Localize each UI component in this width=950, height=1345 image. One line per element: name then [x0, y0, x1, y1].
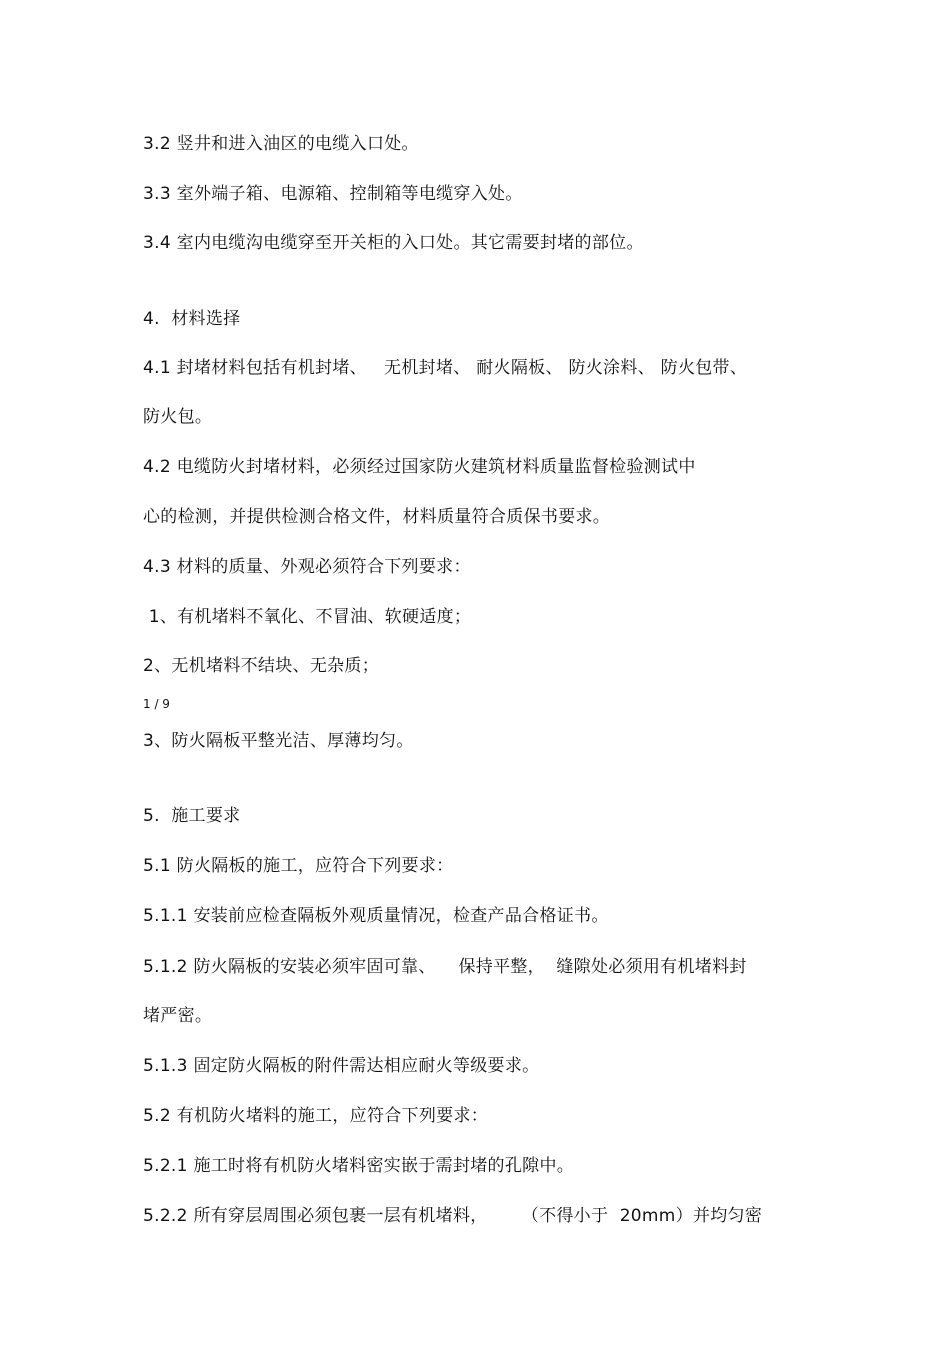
section-heading-4: 4. 材料选择	[143, 309, 241, 329]
text-line-5-1-2: 5.1.2 防火隔板的安装必须牢固可靠、 保持平整， 缝隙处必须用有机堵料封	[143, 957, 747, 977]
list-item-1: 1、有机堵料不氧化、不冒油、软硬适度；	[143, 607, 472, 627]
text-line-5-1-2-cont: 堵严密。	[143, 1006, 213, 1026]
text-line-5-1-1: 5.1.1 安装前应检查隔板外观质量情况，检查产品合格证书。	[143, 906, 609, 926]
list-item-2: 2、无机堵料不结块、无杂质；	[143, 656, 380, 676]
text-line-4-2: 4.2 电缆防火封堵材料，必须经过国家防火建筑材料质量监督检验测试中	[143, 457, 696, 477]
text-line-5-1: 5.1 防火隔板的施工，应符合下列要求：	[143, 856, 454, 876]
text-line-3-2: 3.2 竖井和进入油区的电缆入口处。	[143, 134, 419, 154]
text-line-4-1-cont: 防火包。	[143, 407, 213, 427]
text-line-5-2-1: 5.2.1 施工时将有机防火堵料密实嵌于需封堵的孔隙中。	[143, 1156, 575, 1176]
text-line-3-4: 3.4 室内电缆沟电缆穿至开关柜的入口处。其它需要封堵的部位。	[143, 233, 644, 253]
text-line-4-3: 4.3 材料的质量、外观必须符合下列要求：	[143, 557, 471, 577]
page-number: 1 / 9	[143, 697, 170, 711]
text-line-4-1: 4.1 封堵材料包括有机封堵、 无机封堵、 耐火隔板、 防火涂料、 防火包带、	[143, 358, 748, 378]
text-line-5-2-2: 5.2.2 所有穿层周围必须包裹一层有机堵料， （不得小于 20mm）并均匀密	[143, 1206, 763, 1226]
text-line-4-2-cont: 心的检测，并提供检测合格文件，材料质量符合质保书要求。	[143, 507, 611, 527]
list-item-3: 3、防火隔板平整光洁、厚薄均匀。	[143, 731, 414, 751]
text-line-5-1-3: 5.1.3 固定防火隔板的附件需达相应耐火等级要求。	[143, 1056, 540, 1076]
text-line-5-2: 5.2 有机防火堵料的施工，应符合下列要求：	[143, 1106, 489, 1126]
section-heading-5: 5. 施工要求	[143, 806, 241, 826]
text-line-3-3: 3.3 室外端子箱、电源箱、控制箱等电缆穿入处。	[143, 184, 523, 204]
